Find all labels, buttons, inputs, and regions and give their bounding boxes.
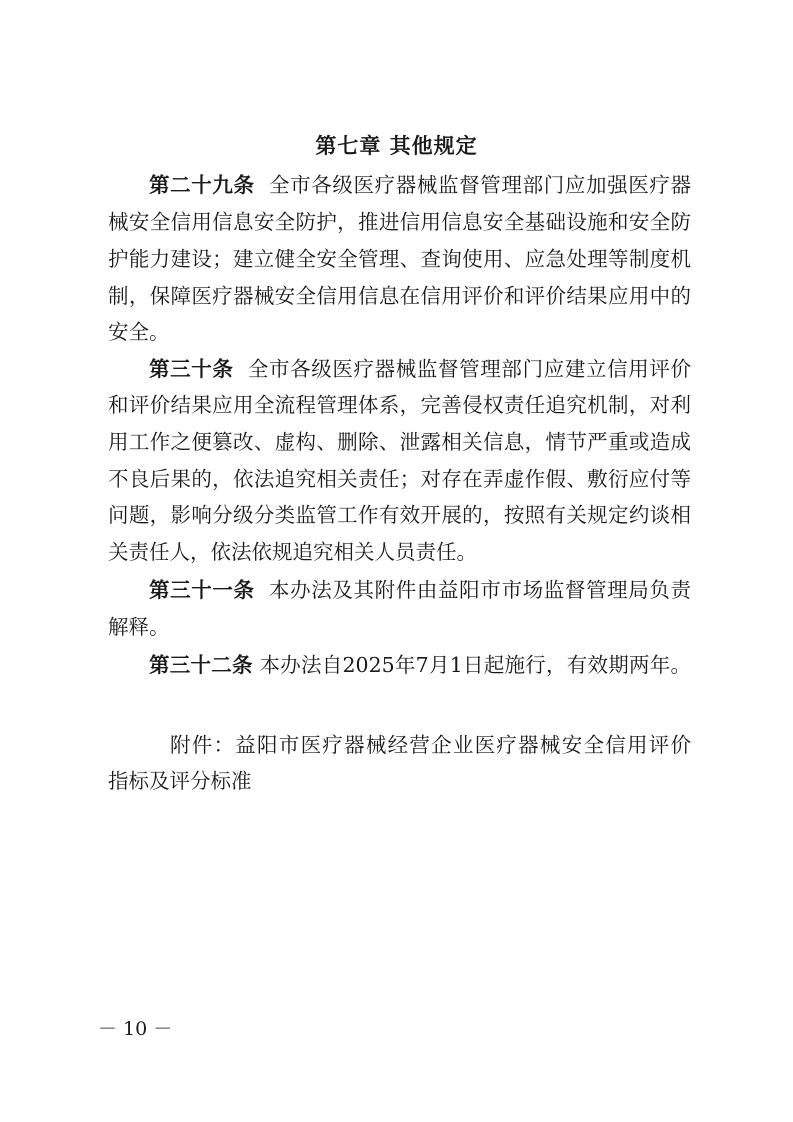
article-29-line-4: 制，保障医疗器械安全信用信息在信用评价和评价结果应用中的 bbox=[108, 284, 691, 308]
article-text: 本办法自2025年7月1日起施行，有效期两年。 bbox=[259, 653, 691, 677]
article-29-line-2: 械安全信用信息安全防护，推进信用信息安全基础设施和安全防 bbox=[108, 210, 691, 234]
article-30-line-3: 用工作之便篡改、虚构、删除、泄露相关信息，情节严重或造成 bbox=[108, 430, 691, 454]
article-30-line-4: 不良后果的，依法追究相关责任；对存在弄虚作假、敷衍应付等 bbox=[108, 467, 691, 491]
article-29-line-5: 安全。 bbox=[108, 320, 170, 344]
article-heading: 第二十九条 bbox=[149, 173, 255, 197]
article-32-line-1 bbox=[149, 651, 691, 679]
article-heading: 第三十一条 bbox=[149, 578, 255, 602]
chapter-title: 第七章 其他规定 bbox=[315, 133, 478, 158]
article-30-line-2: 和评价结果应用全流程管理体系，完善侵权责任追究机制，对利 bbox=[108, 393, 691, 417]
article-31-line-2: 解释。 bbox=[108, 615, 170, 639]
article-29-line-1 bbox=[149, 171, 691, 199]
article-text: 本办法及其附件由益阳市市场监督管理局负责 bbox=[268, 578, 692, 602]
article-heading: 第三十二条 bbox=[149, 653, 253, 677]
attachment-line-2: 指标及评分标准 bbox=[108, 769, 252, 793]
article-text: 全市各级医疗器械监督管理部门应建立信用评价 bbox=[247, 357, 691, 381]
article-30-line-1 bbox=[149, 355, 691, 383]
page-number: － 10 － bbox=[98, 1018, 173, 1040]
article-heading: 第三十条 bbox=[149, 357, 234, 381]
article-29-line-3: 护能力建设；建立健全安全管理、查询使用、应急处理等制度机 bbox=[108, 247, 691, 271]
article-30-line-6: 关责任人，依法依规追究相关人员责任。 bbox=[108, 540, 477, 564]
article-30-line-5: 问题，影响分级分类监管工作有效开展的，按照有关规定约谈相 bbox=[108, 503, 691, 527]
article-text: 全市各级医疗器械监督管理部门应加强医疗器 bbox=[268, 173, 692, 197]
attachment-line-1: 附件：益阳市医疗器械经营企业医疗器械安全信用评价 bbox=[170, 733, 691, 757]
article-31-line-1 bbox=[149, 576, 691, 604]
